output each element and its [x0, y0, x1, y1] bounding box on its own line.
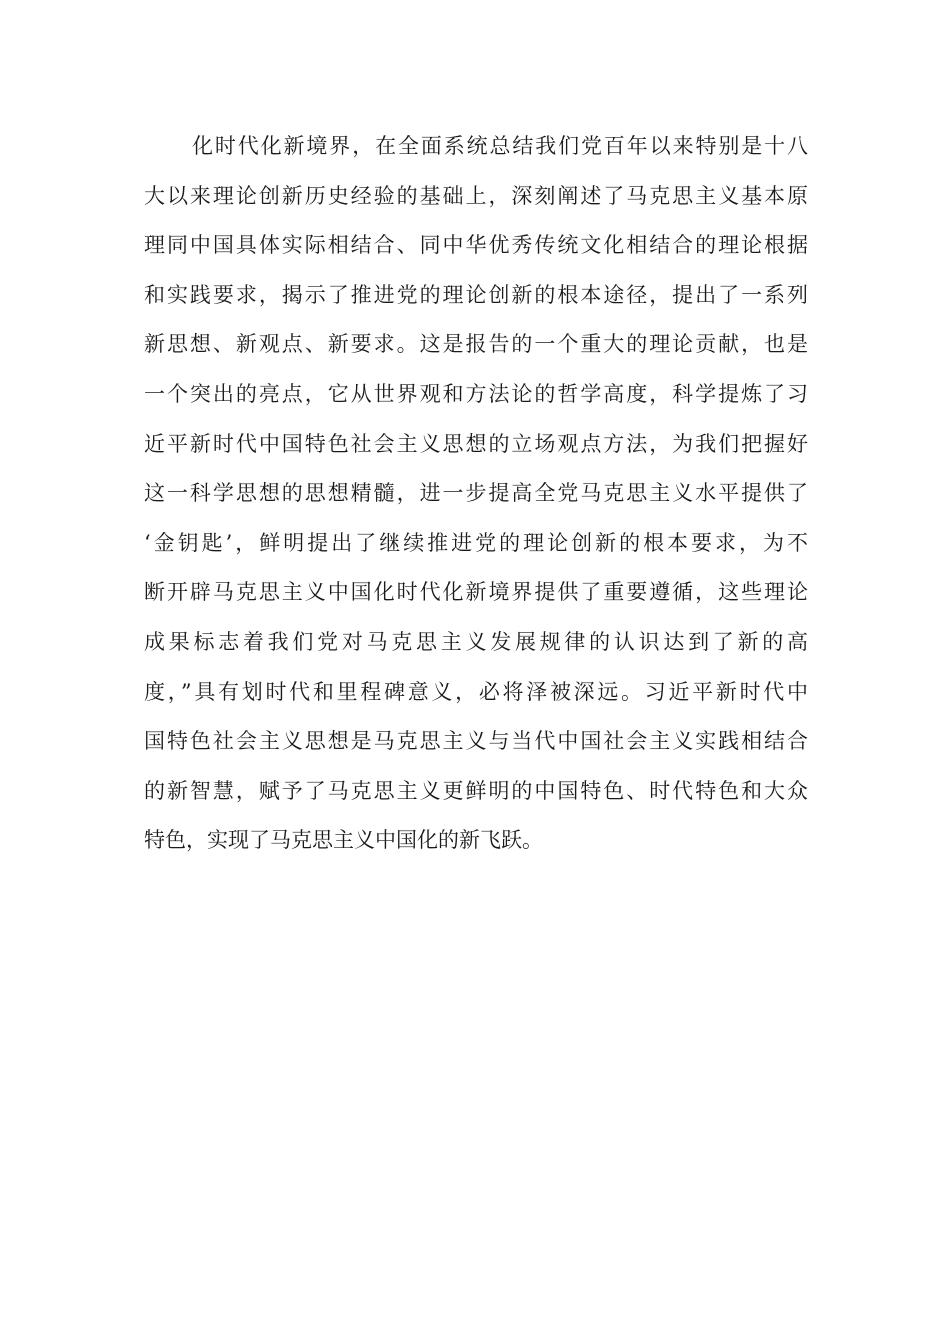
body-paragraph	[144, 128, 808, 872]
paragraph-line: 断开辟马克思主义中国化时代化新境界提供了重要遵循，这些理论	[144, 580, 808, 605]
paragraph-line: 国特色社会主义思想是马克思主义与当代中国社会主义实践相结合	[144, 729, 808, 754]
paragraph-line: 特色，实现了马克思主义中国化的新飞跃。	[144, 828, 543, 853]
paragraph-line: 度，”具有划时代和里程碑意义，必将泽被深远。习近平新时代中	[144, 679, 808, 704]
paragraph-line: ‘金钥匙’，鲜明提出了继续推进党的理论创新的根本要求，为不	[144, 530, 808, 555]
paragraph-line: 化时代化新境界，在全面系统总结我们党百年以来特别是十八	[192, 134, 808, 158]
paragraph-line: 一个突出的亮点，它从世界观和方法论的哲学高度，科学提炼了习	[144, 381, 808, 406]
paragraph-line: 理同中国具体实际相结合、同中华优秀传统文化相结合的理论根据	[144, 233, 808, 258]
paragraph-line: 近平新时代中国特色社会主义思想的立场观点方法，为我们把握好	[144, 431, 808, 456]
paragraph-line: 这一科学思想的思想精髓，进一步提高全党马克思主义水平提供了	[144, 481, 808, 506]
paragraph-line: 大以来理论创新历史经验的基础上，深刻阐述了马克思主义基本原	[144, 183, 808, 208]
paragraph-line: 和实践要求，揭示了推进党的理论创新的根本途径，提出了一系列	[144, 282, 808, 307]
paragraph-line: 成果标志着我们党对马克思主义发展规律的认识达到了新的高	[144, 629, 808, 654]
paragraph-line: 新思想、新观点、新要求。这是报告的一个重大的理论贡献，也是	[144, 332, 808, 357]
paragraph-line: 的新智慧，赋予了马克思主义更鲜明的中国特色、时代特色和大众	[144, 778, 808, 803]
